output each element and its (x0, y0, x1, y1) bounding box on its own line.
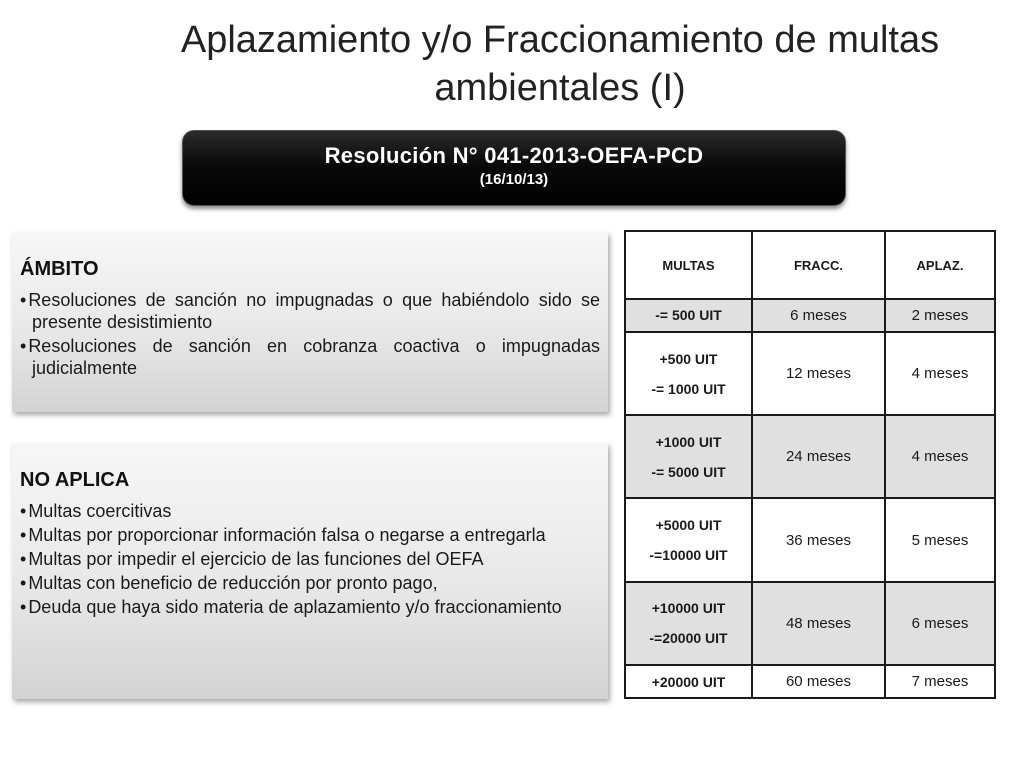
table-row (625, 332, 995, 415)
cell-fracc: 60 meses (752, 665, 885, 698)
cell-multa (625, 332, 752, 415)
header-fracc: FRACC. (752, 231, 885, 299)
cell-fracc: 24 meses (752, 415, 885, 498)
multa-range-lower: +1000 UIT (655, 433, 722, 450)
ambito-item: • Resoluciones de sanción no impugnadas o que habiéndolo sido se presente desistimiento (20, 289, 600, 333)
cell-fracc: 6 meses (752, 299, 885, 332)
multa-range-upper: -=10000 UIT (649, 547, 728, 564)
ambito-list (20, 289, 600, 379)
no-aplica-item: • Deuda que haya sido materia de aplazamiento y/o fraccionamiento (20, 596, 600, 618)
header-multas: MULTAS (625, 231, 752, 299)
cell-aplaz: 2 meses (885, 299, 995, 332)
no-aplica-item: • Multas con beneficio de reducción por pronto pago, (20, 572, 600, 594)
page-title (100, 16, 1020, 112)
multa-range: +20000 UIT (651, 673, 726, 690)
table-row (625, 665, 995, 698)
cell-aplaz: 4 meses (885, 332, 995, 415)
no-aplica-list (20, 500, 600, 618)
cell-fracc: 48 meses (752, 582, 885, 665)
cell-aplaz: 7 meses (885, 665, 995, 698)
title-line-1: Aplazamiento y/o Fraccionamiento de multas (180, 19, 940, 61)
cell-aplaz: 6 meses (885, 582, 995, 665)
cell-aplaz: 5 meses (885, 498, 995, 581)
resolution-date: (16/10/13) (479, 171, 549, 188)
title-line-2: ambientales (I) (434, 67, 686, 109)
multa-range-lower: +500 UIT (659, 350, 718, 367)
no-aplica-heading: NO APLICA (20, 469, 130, 491)
no-aplica-item: • Multas por proporcionar información falsa o negarse a entregarla (20, 524, 600, 546)
cell-multa (625, 415, 752, 498)
no-aplica-item: • Multas coercitivas (20, 500, 600, 522)
table-row (625, 415, 995, 498)
cell-multa (625, 582, 752, 665)
cell-fracc: 12 meses (752, 332, 885, 415)
cell-multa (625, 498, 752, 581)
ambito-heading: ÁMBITO (20, 258, 99, 280)
no-aplica-item: • Multas por impedir el ejercicio de las funciones del OEFA (20, 548, 600, 570)
multa-range-upper: -=20000 UIT (649, 630, 728, 647)
multa-range-lower: +10000 UIT (651, 600, 726, 617)
ambito-panel (12, 232, 608, 412)
table-row (625, 582, 995, 665)
cell-fracc: 36 meses (752, 498, 885, 581)
multa-range: -= 500 UIT (655, 307, 722, 324)
table-row (625, 299, 995, 332)
cell-aplaz: 4 meses (885, 415, 995, 498)
cell-multa (625, 299, 752, 332)
table-row (625, 498, 995, 581)
resolution-title: Resolución N° 041-2013-OEFA-PCD (324, 143, 704, 168)
multas-table (624, 230, 996, 699)
ambito-item: • Resoluciones de sanción en cobranza coactiva o impugnadas judicialmente (20, 335, 600, 379)
cell-multa (625, 665, 752, 698)
multa-range-upper: -= 5000 UIT (651, 463, 726, 480)
no-aplica-panel (12, 443, 608, 699)
table-header-row (625, 231, 995, 299)
header-aplaz: APLAZ. (885, 231, 995, 299)
multa-range-lower: +5000 UIT (655, 517, 722, 534)
multa-range-upper: -= 1000 UIT (651, 380, 726, 397)
resolution-banner (182, 130, 846, 206)
